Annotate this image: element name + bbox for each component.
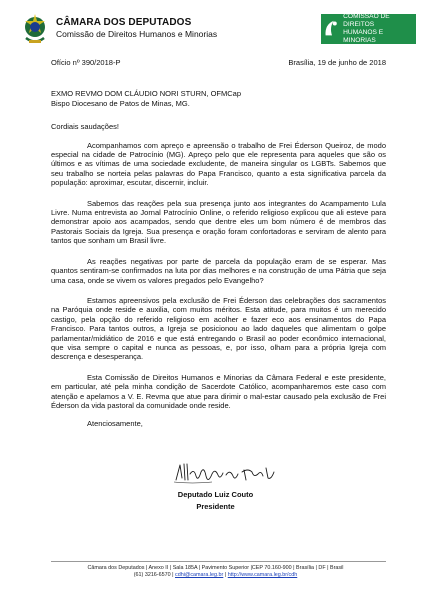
commission-logo-text [341, 13, 416, 45]
handwritten-signature [172, 460, 282, 486]
signer-title: Presidente [196, 502, 235, 511]
body-paragraph: Estamos apreensivos pela exclusão de Frei Éderson das celebrações dos sacramentos na Paróquia onde reside e auxilia, com muitos méritos. Esta atitude, para muitos é um merecido castigo, pela opção do referido religioso em acolher e fazer eco aos ensinamentos do Papa Francisco. Para tantos outros, a Igreja se posicionou ao lado daqueles que alimentam o golpe parlamentar/midiático de 2016 e que está entregando o Brasil ao poder econômico internacional, que visa sempre o capital e nunca as pessoas, e, por isso, olham para a própria Igreja com descrença e desesperança. [51, 295, 386, 362]
addressee-title: Bispo Diocesano de Patos de Minas, MG. [51, 98, 190, 108]
coat-of-arms-icon [20, 12, 50, 46]
signer-name: Deputado Luiz Couto [177, 490, 254, 499]
footer-contact [0, 572, 431, 579]
footer-address: Câmara dos Deputados | Anexo II | Sala 185A | Pavimento Superior |CEP 70.160-900 | Brasília | DF | Brasil [87, 565, 344, 571]
footer-divider [51, 561, 386, 562]
commission-logo-line2: HUMANOS E MINORIAS [343, 29, 384, 44]
footer-website-link[interactable]: http://www.camara.leg.br/cdh [227, 572, 298, 578]
closing: Atenciosamente, [87, 419, 143, 429]
addressee-block [51, 89, 386, 108]
letterhead [20, 8, 416, 48]
body-paragraph: Esta Comissão de Direitos Humanos e Minorias da Câmara Federal e este presidente, em particular, até pela minha condição de Sacerdote Católico, acompanharemos este caso com atenção e apelamos a V. E. Revma que atue para dirimir o mal-estar causado pela exclusão de Frei Éderson da vida pastoral da comunidade onde reside. [51, 372, 386, 410]
organization-block [56, 17, 217, 40]
body-paragraph: As reações negativas por parte de parcela da população eram de se esperar. Mas quantos sentiram-se confirmados na luta por dias melhores e na construção de uma Pátria que seja uma casa, onde se vivem os valores pregados pelo Evangelho? [51, 256, 386, 285]
body-paragraph: Sabemos das reações pela sua presença junto aos integrantes do Acampamento Lula Livre. Numa entrevista ao Jornal Patrocínio Online, o referido religioso explicou que ali esteve para demonstrar apoio aos acampados, sendo que dentre eles um bom número é de membros das Pastorais Sociais da Igreja. Sua presença e oração foram confortadoras e serviram de alento para tantos que sonham um Brasil livre. [51, 198, 386, 246]
commission-mark-icon [321, 14, 341, 44]
reference-number: Ofício nº 390/2018-P [51, 58, 121, 67]
salutation: Cordiais saudações! [51, 122, 119, 132]
commission-logo [321, 14, 416, 44]
organization-name: CÂMARA DOS DEPUTADOS [56, 17, 192, 28]
letter-date: Brasília, 19 de junho de 2018 [288, 58, 386, 67]
footer-phone: (61) 3216-6570 | [133, 572, 174, 578]
reference-line [51, 58, 386, 67]
footer-email-link[interactable]: cdhi@camara.leg.br [175, 572, 224, 578]
commission-logo-line1: COMISSÃO DE DIREITOS [343, 13, 390, 28]
footer-separator: | [224, 572, 227, 578]
letter-body [51, 58, 386, 429]
organization-subtitle: Comissão de Direitos Humanos e Minorias [56, 29, 218, 39]
body-paragraph: Acompanhamos com apreço e apreensão o trabalho de Frei Éderson Queiroz, de modo especial na cidade de Patrocínio (MG). Apreço pelo que ele representa para aqueles que são os últimos e as vítimas de uma sociedade excludente, de maneira singular os LGBTs. Sabemos que seu trabalho se norteia pelas palavras do Papa Francisco, quanto a esta significativa parcela da população: aproximar, escutar, discernir, incluir. [51, 140, 386, 188]
addressee-name: EXMO REVMO DOM CLÁUDIO NORI STURN, OFMCap [51, 89, 242, 99]
